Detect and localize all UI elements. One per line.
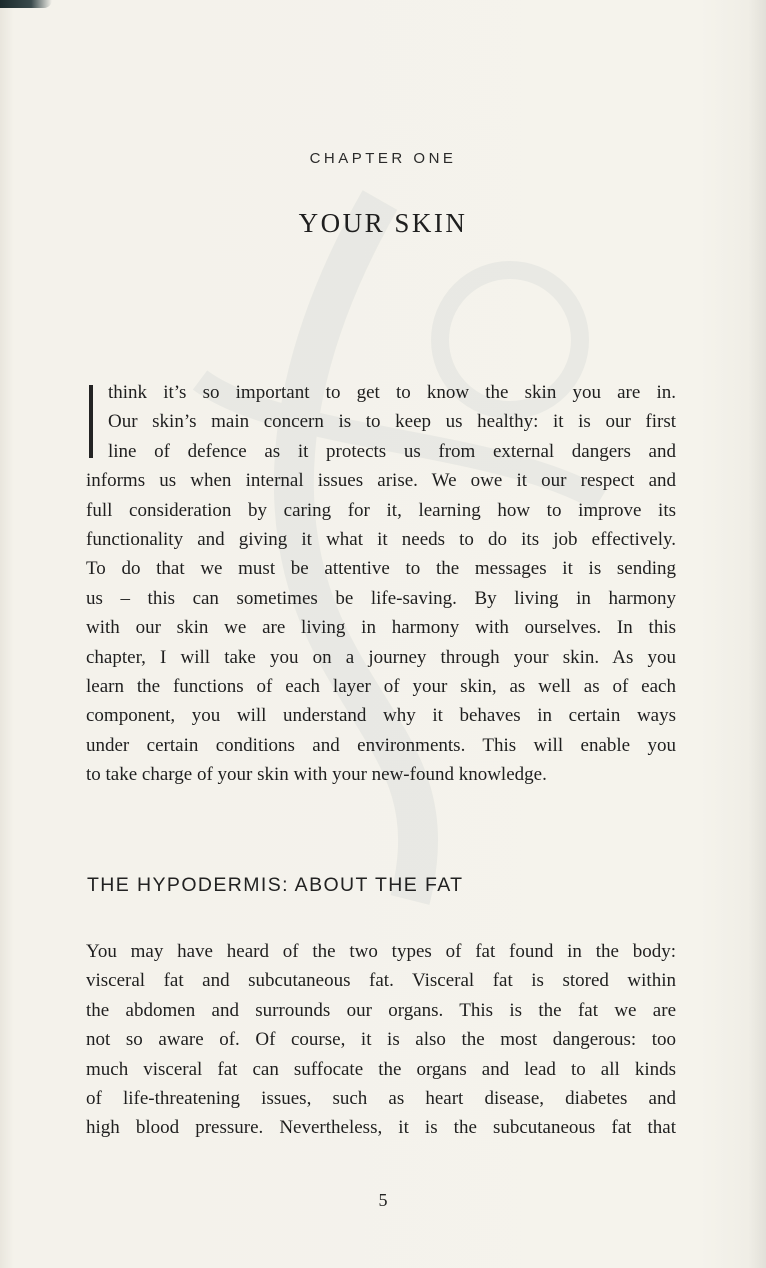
text-line: component, you will understand why it behaves in certain ways: [86, 705, 676, 727]
section-paragraph: [86, 937, 676, 1143]
text-line: You may have heard of the two types of fat found in the body:: [86, 941, 676, 962]
page-number: 5: [378, 1190, 388, 1210]
section-heading: THE HYPODERMIS: ABOUT THE FAT: [87, 874, 464, 896]
text-line: Our skin’s main concern is to keep us healthy: it is our first: [108, 411, 676, 433]
text-line: with our skin we are living in harmony with ourselves. In this: [86, 617, 676, 639]
chapter-title: YOUR SKIN: [298, 208, 468, 238]
text-line: full consideration by caring for it, learning how to improve its: [86, 499, 676, 521]
text-line: high blood pressure. Nevertheless, it is the subcutaneous fat that: [86, 1117, 676, 1139]
text-line: not so aware of. Of course, it is also the most dangerous: too: [86, 1029, 676, 1051]
text-line: informs us when internal issues arise. We owe it our respect and: [86, 470, 676, 492]
text-line: line of defence as it protects us from external dangers and: [108, 440, 676, 462]
text-line: think it’s so important to get to know the skin you are in.: [108, 382, 676, 403]
text-line: learn the functions of each layer of your skin, as well as of each: [86, 675, 676, 697]
text-line: the abdomen and surrounds our organs. This is the fat we are: [86, 999, 676, 1021]
text-line: chapter, I will take you on a journey through your skin. As you: [86, 646, 676, 668]
text-line: To do that we must be attentive to the messages it is sending: [86, 558, 676, 580]
text-line: us – this can sometimes be life-saving. By living in harmony: [86, 587, 676, 609]
text-line: to take charge of your skin with your new-found knowledge.: [86, 764, 547, 786]
text-line: under certain conditions and environments. This will enable you: [86, 734, 676, 756]
page-corner-shadow: [0, 0, 52, 8]
text-line: of life-threatening issues, such as heart disease, diabetes and: [86, 1087, 676, 1109]
text-line: visceral fat and subcutaneous fat. Visceral fat is stored within: [86, 970, 676, 992]
text-line: functionality and giving it what it needs to do its job effectively.: [86, 528, 676, 550]
intro-paragraph: [86, 378, 676, 789]
chapter-label: CHAPTER ONE: [309, 150, 457, 167]
page-edge-shade: [748, 0, 766, 1268]
text-line: much visceral fat can suffocate the organs and lead to all kinds: [86, 1058, 676, 1080]
